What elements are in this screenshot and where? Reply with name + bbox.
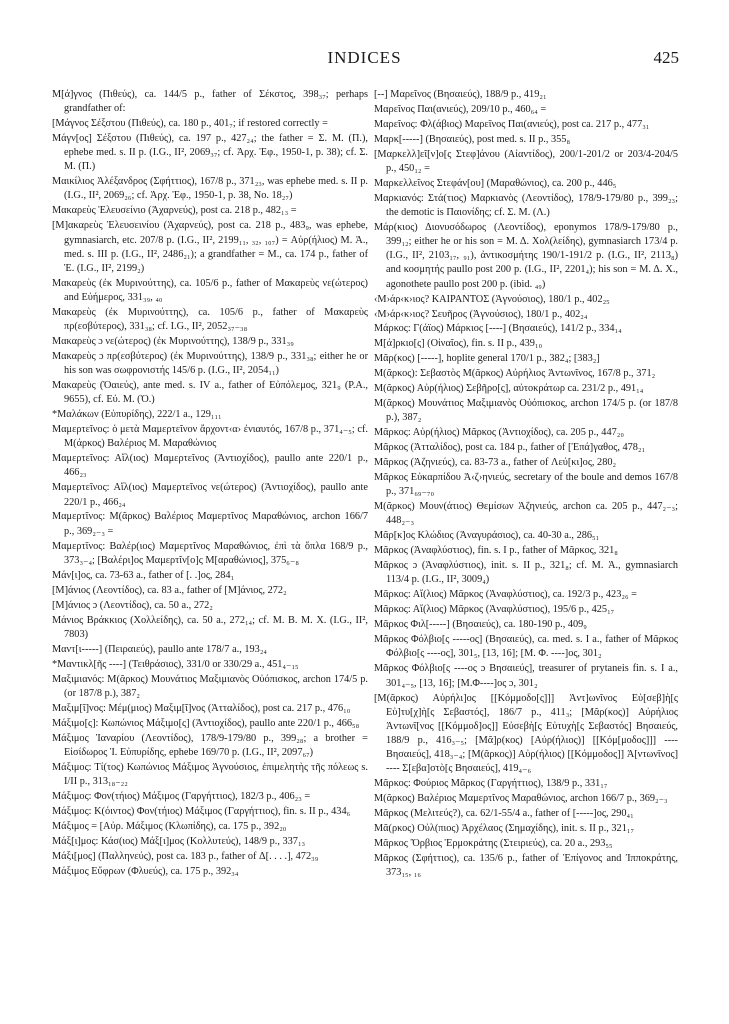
index-entry: Μακαρεὺς Ἐλευσείνιο (Ἀχαρνεύς), post ca. 218 p., 482₁₃ = — [52, 205, 297, 217]
index-entry: Μ(ᾶρκος) Μουνάτιος Μαξιμιανὸς Οὐόπισκος, archon 174/5 p. (or 187/8 p.), 387₂ — [374, 398, 678, 424]
page-number: 425 — [653, 48, 679, 67]
index-entry: Μαμερτεῖνος: Αἴλ(ιος) Μαμερτεῖνος νε(ώτερος) (Ἀντιοχίδος), paullo ante 220/1 p., 466₂₄ — [52, 482, 368, 508]
index-entry: [Μάγνος Σέξστου (Πιθεύς), ca. 180 p., 401₇; if restored correctly = — [52, 118, 328, 130]
index-entry: ‹Μ›άρ‹κ›ιος? Σευῆρος (Ἀγνούσιος), 180/1 p., 402₂₄ — [374, 308, 588, 320]
index-entry: Μάξιμος = [Αὐρ. Μάξιμος (Κλωπίδης), ca. 175 p., 392₂₀ — [52, 820, 287, 832]
index-entry: [Μ]άνιος ɔ (Λεοντίδος), ca. 50 a., 272₂ — [52, 599, 213, 611]
index-entry: Μαικίλιος Ἀλέξανδρος (Σφήττιος), 167/8 p., 371₂₃, was ephebe med. s. II p. (I.G., II², 2069₂₆; cf. Ἀρχ. Ἐφ., 1950-1, p. 38, No. 18₂₇) — [52, 176, 368, 202]
index-entry: Μάξιμος: Φον(τήιος) Μάξιμος (Γαργήττιος), 182/3 p., 406₂₃ = — [52, 790, 311, 802]
index-entry: Μᾶρκος (Ἀτταλίδος), post ca. 184 p., father of [Ἐπά]γαθος, 478₂₁ — [374, 442, 646, 454]
index-entry: Μάν[ι]ος, ca. 73-63 a., father of [. .]ος, 284₁ — [52, 569, 235, 581]
index-entry: Μαρκελλεῖνος Στεφάν[ου] (Μαραθώνιος), ca. 200 p., 446₅ — [374, 177, 617, 189]
index-entry: Μ(ᾶρκος) Αὐρ(ήλιος) Σεβῆρο[ς], αὐτοκράτωρ ca. 231/2 p., 491₁₄ — [374, 383, 644, 395]
index-entry: Μαρκιανός: Στά(τιος) Μαρκιανὸς (Λεοντίδος), 178/9-179/80 p., 399₂₃; the demotic is Παιονίδης; cf. Σ. Μ. (Λ.) — [374, 192, 678, 219]
index-entry: Μᾶρκος (Ἀναφλύστιος), fin. s. I p., father of Μᾶρκος, 321₈ — [374, 545, 618, 557]
index-entry: Μαρεῖνος: Φλ(άβιος) Μαρεῖνος Παι(ανιεύς), post ca. 217 p., 477₃₁ — [374, 118, 650, 130]
index-column-right — [374, 88, 678, 881]
index-entry: Μαξιμιανός: Μ(ᾶρκος) Μουνάτιος Μαξιμιανὸς Οὐόπισκος, archon 174/5 p. (or 187/8 p.), 387₂ — [52, 673, 368, 699]
index-entry: Μ[ά]ρκιο[ς] (Οἰναῖος), fin. s. II p., 439₁₀ — [374, 338, 543, 350]
index-entry: Μᾶρκος: Αὐρ(ήλιος) Μᾶρκος (Ἀντιοχίδος), ca. 205 p., 447₂₀ — [374, 427, 624, 439]
index-entry: Μαμερτῖνος: Βαλέρ(ιος) Μαμερτῖνος Μαραθώνιος, ἐπὶ τὰ ὅπλα 168/9 p., 373₃₋₄; [Βαλέρι]ος Μαμερτῖν[ο]ς Μ[αραθώνιος], 375₆₋₈ — [52, 540, 368, 566]
page-header — [50, 48, 679, 72]
index-entry: [Μ(ᾶρκος) Αὐρήλι]ος [[Κόμμοδο[ς]]] Ἀντ]ωνῖνος Εὐ[σεβ]ὴ[ς Εὐ]τυ[χ]ὴ[ς Σεβαστός], 186/7 p., 411₃; [Μᾶρ(κος)] Αὐρήλιος Ἀντωνῖ[νος [[Κόμμοδ]ος]] Εὐσεβὴ[ς Εὐτυχὴ[ς Σεβαστός] Βησαιεύς, 188/9 p., 416₃₋₅; [Μᾶ]ρ(κος) [Αὐρ(ήλιος)] [[Κόμ[μοδος]]] ---- Βησαιεύς], 418₃₋₄; [Μ(ᾶρκος)] Αὐρ(ήλιος) [[Κόμμοδος]] Ἀ[ντωνῖνος] ---- Σ[εβα]στὸ[ς Βησαιεύς], 419₄₋₆ — [374, 692, 678, 775]
index-entry: Μᾶρκος Εὐκαρπίδου Ἀ‹ζ›ηνιεύς, secretary of the boule and demos 167/8 p., 371₆₉₋₇₀ — [374, 472, 678, 498]
index-entry: Μακαρεὺς (ἐκ Μυρινούττης), ca. 105/6 p., father of Μακαρεὺς πρ(εσβύτερος), 331₃₈; cf. I.G., II², 2052₃₇₋₃₈ — [52, 306, 368, 333]
index-entry: Μ(ᾶρκος): Σεβαστὸς Μ(ᾶρκος) Αὐρήλιος Ἀντωνῖνος, 167/8 p., 371₂ — [374, 368, 656, 380]
index-entry: Μᾶρκος: Αἴ(λιος) Μᾶρκος (Ἀναφλύστιος), ca. 192/3 p., 423₂₆ = — [374, 589, 637, 601]
index-entry: Μάξιμος: Κ(όιντος) Φον(τήιος) Μάξιμος (Γαργήττιος), fin. s. II p., 434₆ — [52, 805, 351, 817]
index-entry: Μάξι[μος] (Παλληνεύς), post ca. 183 p., father of Δ[. . . .], 472₃₉ — [52, 850, 319, 862]
index-entry: Μᾶρ[κ]ος Κλώδιος (Ἀναγυράσιος), ca. 40-30 a., 286₅₁ — [374, 530, 600, 542]
index-entry: *Μαντικλ[ῆς ----] (Τειθράσιος), 331/0 or 330/29 a., 451₄₋₁₅ — [52, 658, 299, 670]
index-entry: Μαρεῖνος Παι(ανιεύς), 209/10 p., 460₆₄ = — [374, 103, 547, 115]
index-entry: [Μ]άνιος (Λεοντίδος), ca. 83 a., father of [Μ]άνιος, 272₂ — [52, 584, 287, 596]
index-entry: Μ[ά]γνος (Πιθεύς), ca. 144/5 p., father of Σέκστος, 398₃₇; perhaps grandfather of: — [52, 89, 368, 115]
index-entry: Μᾶρκος (Ἀζηνιεύς), ca. 83-73 a., father of Λεύ[κι]ος, 280₂ — [374, 457, 617, 469]
index-entry: Μαμερτῖνος: Μ(ᾶρκος) Βαλέριος Μαμερτῖνος Μαραθώνιος, archon 166/7 p., 369₂₋₃ = — [52, 511, 368, 537]
index-entry: Μακαρεὺς ɔ νε(ώτερος) (ἐκ Μυρινούττης), 138/9 p., 331₃₉ — [52, 336, 294, 348]
index-entry: [--] Μαρεῖνος (Βησαιεύς), 188/9 p., 419₂₁ — [374, 89, 547, 100]
index-entry: Μᾶρκος Φόλβιο[ς ----ος ɔ Βησαιεύς], treasurer of prytaneis fin. s. I a., 301₄₋₅, [13, 16]; [Μ.Φ----]ος ɔ, 301₂ — [374, 663, 678, 689]
index-entry: Μ(ᾶρκος) Βαλέριος Μαμερτῖνος Μαραθώνιος, archon 166/7 p., 369₂₋₃ — [374, 793, 668, 805]
index-entry: [Μαρκελλ]εῖ[ν]ο[ς Στεφ]άνου (Αἰαντίδος), 200/1-201/2 or 203/4-204/5 p., 450₁₂ = — [374, 148, 678, 174]
index-entry: [Μ]ακαρεὺς Ἐλευσεινίου (Ἀχαρνεύς), post ca. 218 p., 483₉, was ephebe, gymnasiarch, etc. 207/8 p. (I.G., II², 2199₁₁, ₃₂, ₁₀₇) = Αὐρ(ήλιος) Μ. Ἀ., med. s. III p. (I.G., II², 2486₂₁); a grandfather = Μ., ca. 174 p., father of Ἐ. (I.G., II², 2199₂) — [52, 220, 368, 274]
index-entry: Μαντ[ι-----] (Πειραιεύς), paullo ante 178/7 a., 193₂₄ — [52, 643, 268, 655]
index-column-left — [52, 88, 368, 880]
index-entry: Μάξιμος: Τί(τος) Κωπώνιος Μάξιμος Ἀγνούσιος, ἐπιμελητὴς τῆς πόλεως s. I/II p., 313₁₈₋₂₂ — [52, 761, 368, 787]
index-entry: Μᾶρκος ɔ (Ἀναφλύστιος), init. s. II p., 321₈; cf. Μ. Ἀ., gymnasiarch 113/4 p. (I.G., II², 3009₄) — [374, 560, 678, 586]
index-entry: Μάξιμο[ς]: Κωπώνιος Μάξιμο[ς] (Ἀντιοχίδος), paullo ante 220/1 p., 466₅₈ — [52, 717, 360, 729]
index-entry: Μακαρεὺς (ἐκ Μυρινούττης), ca. 105/6 p., father of Μακαρεὺς νε(ώτερος) and Εὐήμερος, 331₃₉, ₄₀ — [52, 277, 368, 303]
index-entry: Μάγν[ος] Σέξστου (Πιθεύς), ca. 197 p., 427₂₄; the father = Σ. Μ. (Π.), ephebe med. s. II p. (I.G., II², 2069₃₇; cf. Ἀρχ. Ἐφ., 1950-1, p. 38); cf. Σ. Μ. (Π.) — [52, 133, 368, 173]
index-entry: Μᾶ(ρκος) Οὐλ(πιος) Ἀρχέλαος (Σημαχίδης), init. s. II p., 321₁₇ — [374, 823, 635, 835]
index-entry: Μᾶρ(κος) [-----], hoplite general 170/1 p., 382₄; [383₂] — [374, 353, 600, 365]
index-entry: Μάξ[ι]μος: Κάσ(ιος) Μάξ[ι]μος (Κολλυτεύς), 148/9 p., 337₁₃ — [52, 835, 306, 847]
index-entry: Μᾶρκος Φόλβιο[ς -----ος] (Βησαιεύς), ca. med. s. I a., father of Μᾶρκος Φόλβιο[ς ----ος], 301₅, [13, 16]; [Μ. Φ. ----]ος, 301₂ — [374, 634, 678, 660]
index-entry: Μάνιος Βράκκιος (Χολλείδης), ca. 50 a., 272₁₄; cf. Μ. Β. Μ. Χ. (I.G., II², 7803) — [52, 614, 368, 640]
index-entry: Μάξιμος Εὔφρων (Φλυεύς), ca. 175 p., 392₃₄ — [52, 865, 239, 877]
index-entry: Μάξιμος Ἰαναρίου (Λεοντίδος), 178/9-179/80 p., 399₂₈; a brother = Εἰσίδωρος Ἰ. Εὐπυρίδης, ephebe 169/70 p. (I.G., II², 2097₆₇) — [52, 732, 368, 758]
index-entry: Μακαρεὺς ɔ πρ(εσβύτερος) (ἐκ Μυρινούττης), 138/9 p., 331₃₈; either he or his son was σωφρονιστής 145/6 p. (I.G., II², 2054₁₁) — [52, 350, 368, 377]
index-entry: Μάρ(κιος) Διονυσόδωρος (Λεοντίδος), eponymos 178/9-179/80 p., 399₁₂; either he or his son = Μ. Δ. Χολ(λείδης), gymnasiarch 173/4 p. (I.G., II², 2103₁₇, ₉₁), ἀντικοσμήτης 190/1-191/2 p. (I.G., II², 2113₈) and κοσμητής paullo post 200 p. (I.G., II², 2201₄); his son = Μ. Δ. Χ., agonothete paullo post 200 p. (ibid. ₄₉) — [374, 221, 678, 290]
index-entry: Μ(ᾶρκος) Μουν(άτιος) Θεμίσων Ἀζηνιεύς, archon ca. 205 p., 447₂₋₃; 448₂₋₃ — [374, 501, 678, 527]
index-entry: Μαμερτεῖνος: ὁ μετὰ Μαμερτεῖνον ἄρχοντ‹α› ἐνιαυτός, 167/8 p., 371₄₋₅; cf. Μ(άρκος) Βαλέριος Μ. Μαραθώνιος — [52, 424, 368, 450]
index-entry: Μᾶρκος: Φούριος Μᾶρκος (Γαργήττιος), 138/9 p., 331₁₇ — [374, 778, 608, 790]
index-entry: Μαρκ[-----] (Βησαιεύς), post med. s. II p., 355₈ — [374, 133, 571, 145]
index-entry: ‹Μ›άρ‹κ›ιος? ΚΑΙΡΑΝΤΟΣ (Ἀγνούσιος), 180/1 p., 402₂₅ — [374, 293, 610, 305]
index-entry: Μᾶρκος Φιλ[-----] (Βησαιεύς), ca. 180-190 p., 409₉ — [374, 619, 587, 631]
index-entry: Μάρκος: Γ(άϊος) Μάρκιος [----] (Βησαιεύς), 141/2 p., 334₁₄ — [374, 323, 622, 335]
index-entry: Μαξιμ[ῖ]νος: Μέμ(μιος) Μαξιμ[ῖ]νος (Ἀτταλίδος), post ca. 217 p., 476₁₀ — [52, 702, 351, 714]
running-title: INDICES — [327, 48, 402, 67]
index-entry: *Μαλάκων (Εὐπυρίδης), 222/1 a., 129₁₁₁ — [52, 409, 222, 421]
index-entry: Μακαρεὺς (Ὀαιεύς), ante med. s. IV a., father of Εὐπόλεμος, 321₉ (P.A., 9655), cf. Εὐ. Μ. (Ὀ.) — [52, 380, 368, 406]
index-entry: Μᾶρκος (Σφήττιος), ca. 135/6 p., father of Ἐπίγονος and Ἱπποκράτης, 373₁₅, ₁₆ — [374, 853, 678, 879]
index-entry: Μαμερτεῖνος: Αἴλ(ιος) Μαμερτεῖνος (Ἀντιοχίδος), paullo ante 220/1 p., 466₂₃ — [52, 453, 368, 479]
index-entry: Μᾶρκος (Μελιτεύς?), ca. 62/1-55/4 a., father of [-----]ος, 290₄₁ — [374, 808, 634, 820]
index-entry: Μᾶρκος: Αἴ(λιος) Μᾶρκος (Ἀναφλύστιος), 195/6 p., 425₁₇ — [374, 604, 615, 616]
index-entry: Μᾶρκος Ὄρβιος Ἑρμοκράτης (Στειριεύς), ca. 20 a., 293₅₅ — [374, 838, 613, 850]
